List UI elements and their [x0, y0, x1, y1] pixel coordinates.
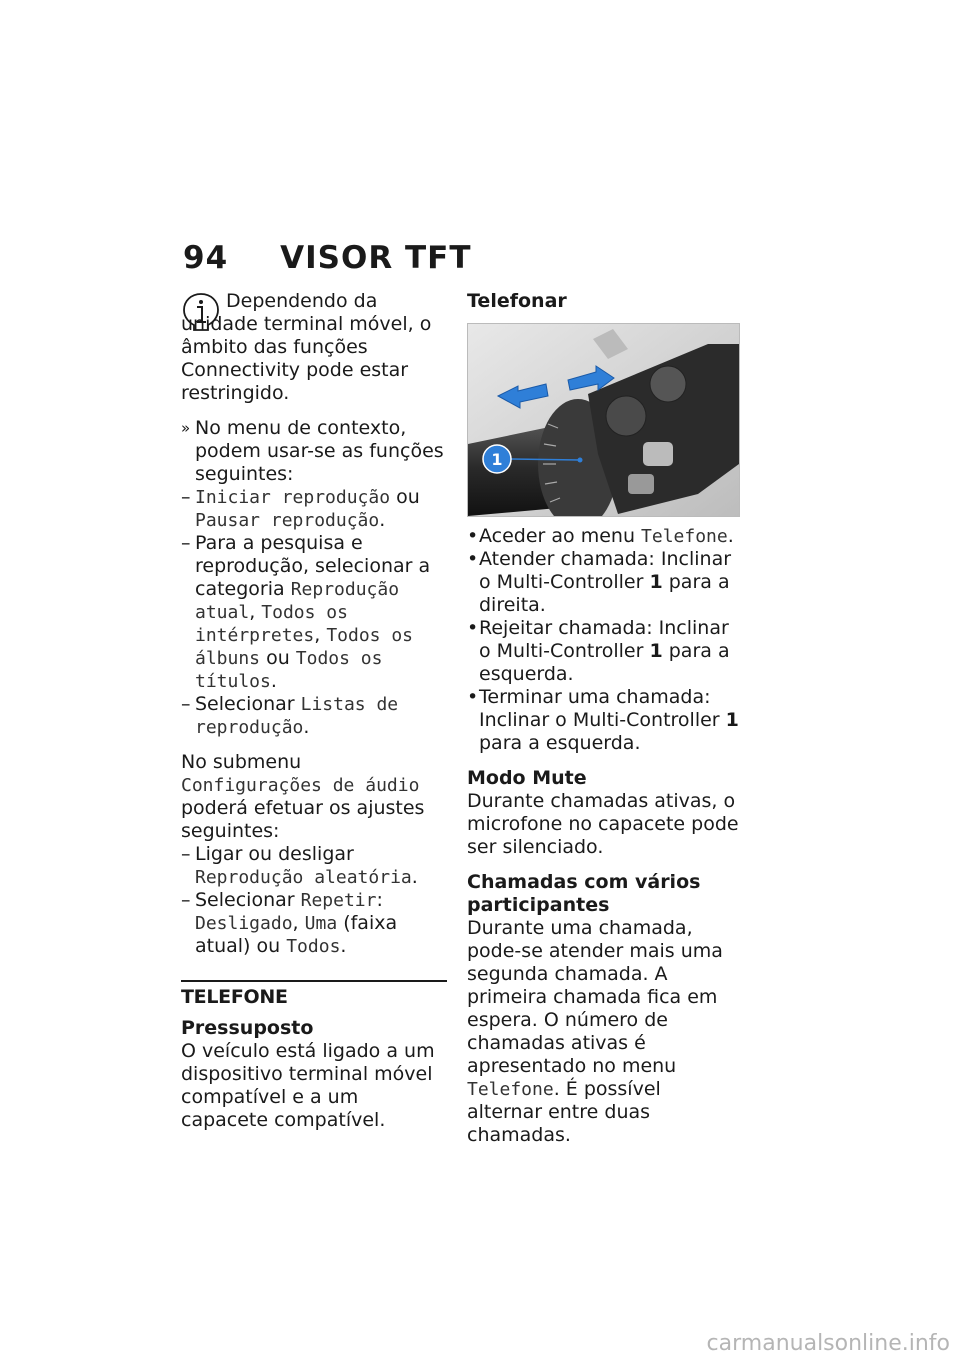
phone-heading: Telefonar — [467, 290, 567, 312]
list-item: • Aceder ao menu Telefone. — [467, 525, 734, 547]
handlebar-controller-figure — [467, 323, 740, 517]
callout-label: 1 — [491, 450, 503, 469]
list-item: • Rejeitar chamada: Inclinar o Multi-Controller 1 para a esquerda. — [467, 617, 730, 685]
left-column — [181, 290, 447, 1132]
multi-call-text: Durante uma chamada, pode-se atender mais uma segunda chamada. A primeira chamada fica em espera. O número de chamadas ativas é apresentado no menu Telefone. É possível alternar entre duas chamadas. — [467, 917, 723, 1146]
multi-call-title: Chamadas com vários participantes — [467, 871, 701, 916]
list-item: • Terminar uma chamada: Inclinar o Multi-Controller 1 para a esquerda. — [467, 686, 739, 754]
list-item: – Para a pesquisa e reprodução, selecionar a categoria Reprodução atual, Todos os intérpretes, Todos os álbuns ou Todos os títulos. — [181, 532, 431, 692]
info-note — [181, 290, 447, 405]
section-divider — [181, 980, 447, 982]
list-item: – Iniciar reprodução ou Pausar reprodução. — [181, 486, 420, 531]
page-title: VISOR TFT — [280, 240, 472, 276]
prereq-text: O veículo está ligado a um dispositivo terminal móvel compatível e a um capacete compatível. — [181, 1040, 435, 1131]
toggle-button — [643, 442, 673, 466]
list-item: • Atender chamada: Inclinar o Multi-Controller 1 para a direita. — [467, 548, 732, 616]
note-text: Dependendo da unidade terminal móvel, o âmbito das funções Connectivity pode estar restringido. — [181, 290, 432, 404]
page-header — [183, 240, 471, 276]
list-item: – Selecionar Repetir: Desligado, Uma (faixa atual) ou Todos. — [181, 889, 398, 957]
action-step: » No menu de contexto, podem usar-se as funções seguintes: — [181, 417, 444, 485]
prereq-title: Pressuposto — [181, 1017, 314, 1039]
submenu-intro: No submenu Configurações de áudio poderá efetuar os ajustes seguintes: — [181, 751, 425, 842]
handlebar-photo — [468, 324, 739, 516]
watermark: carmanualsonline.info — [706, 1331, 950, 1356]
mute-text: Durante chamadas ativas, o microfone no capacete pode ser silenciado. — [467, 790, 739, 858]
page-number: 94 — [183, 240, 229, 276]
section-title: TELEFONE — [181, 986, 288, 1008]
action-marker: » — [181, 419, 191, 437]
info-icon — [181, 292, 221, 332]
mute-title: Modo Mute — [467, 767, 587, 789]
right-column — [467, 290, 739, 1147]
list-item: – Selecionar Listas de reprodução. — [181, 693, 399, 738]
list-item: – Ligar ou desligar Reprodução aleatória. — [181, 843, 418, 888]
